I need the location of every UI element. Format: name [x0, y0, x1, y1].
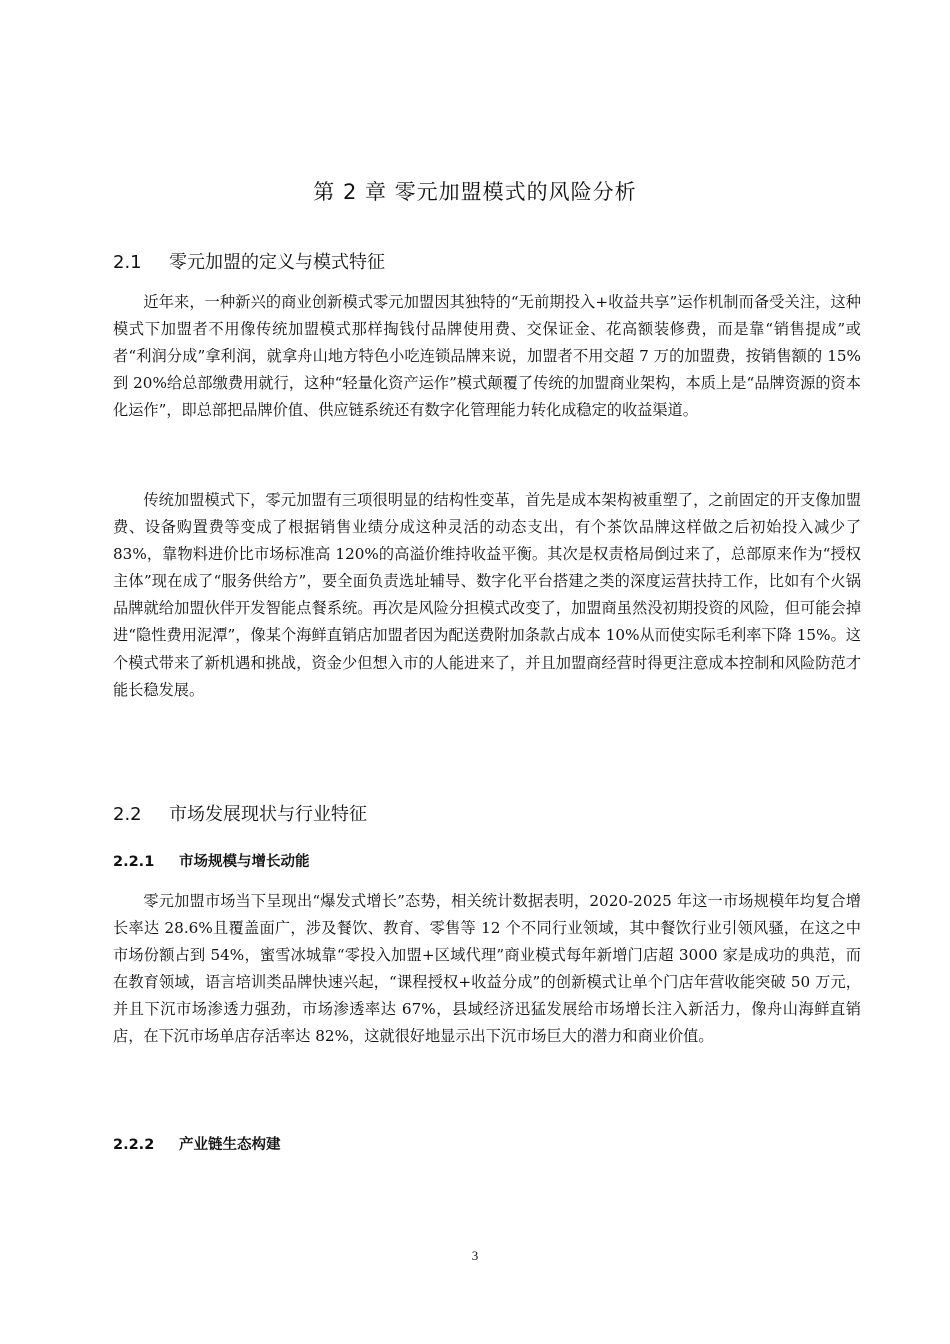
section-number: 2.1: [113, 252, 142, 273]
chapter-title: 第 2 章 零元加盟模式的风险分析: [313, 180, 637, 204]
section-title: 市场发展现状与行业特征: [169, 804, 367, 825]
paragraph: 近年来，一种新兴的商业创新模式零元加盟因其独特的“无前期投入+收益共享”运作机制而备受关注，这种模式下加盟者不用像传统加盟模式那样掏钱付品牌使用费、交保证金、花高额装修费，而是靠“销售提成”或者“利润分成”拿利润，就拿舟山地方特色小吃连锁品牌来说，加盟者不用交超 7 万的加盟费，按销售额的 15%到 20%给总部缴费用就行，这种“轻量化资产运作”模式颠覆了传统的加盟商业架构，本质上是“品牌资源的资本化运作”，即总部把品牌价值、供应链系统还有数字化管理能力转化成稳定的收益渠道。: [113, 293, 861, 420]
subsection-number: 2.2.2: [113, 1137, 155, 1153]
subsection-number: 2.2.1: [113, 854, 155, 870]
section-number: 2.2: [113, 804, 142, 825]
subsection-title: 市场规模与增长动能: [179, 854, 310, 870]
section-heading-2-1: [113, 248, 385, 274]
paragraph: 传统加盟模式下，零元加盟有三项很明显的结构性变革，首先是成本架构被重塑了，之前固定的开支像加盟费、设备购置费等变成了根据销售业绩分成这种灵活的动态支出，有个茶饮品牌这样做之后初始投入减少了 83%，靠物料进价比市场标准高 120%的高溢价维持收益平衡。其次是权责格局倒过来了，总部原来作为“授权主体”现在成了“服务供给方”，要全面负责选址辅导、数字化平台搭建之类的深度运营扶持工作，比如有个火锅品牌就给加盟伙伴开发智能点餐系统。再次是风险分担模式改变了，加盟商虽然没初期投资的风险，但可能会掉进“隐性费用泥潭”，像某个海鲜直销店加盟者因为配送费附加条款占成本 10%从而使实际毛利率下降 15%。这个模式带来了新机遇和挑战，资金少但想入市的人能进来了，并且加盟商经营时得更注意成本控制和风险防范才能长稳发展。: [113, 491, 861, 699]
page-number: 3: [471, 1248, 479, 1263]
paragraph: 零元加盟市场当下呈现出“爆发式增长”态势，相关统计数据表明，2020-2025 年这一市场规模年均复合增长率达 28.6%且覆盖面广，涉及餐饮、教育、零售等 12 个不同行业领域，其中餐饮行业引领风骚，在这之中市场份额占到 54%，蜜雪冰城靠“零投入加盟+区域代理”商业模式每年新增门店超 3000 家是成功的典范，而在教育领域，语言培训类品牌快速兴起，“课程授权+收益分成”的创新模式让单个门店年营收能突破 50 万元，并且下沉市场渗透力强劲，市场渗透率达 67%，县域经济迅猛发展给市场增长注入新活力，像舟山海鲜直销店，在下沉市场单店存活率达 82%，这就很好地显示出下沉市场巨大的潜力和商业价值。: [113, 892, 861, 1046]
subsection-heading-2-2-2: [113, 1133, 281, 1154]
subsection-title: 产业链生态构建: [179, 1137, 281, 1153]
subsection-heading-2-2-1: [113, 850, 310, 871]
section-heading-2-2: [113, 800, 367, 826]
section-title: 零元加盟的定义与模式特征: [169, 252, 385, 273]
